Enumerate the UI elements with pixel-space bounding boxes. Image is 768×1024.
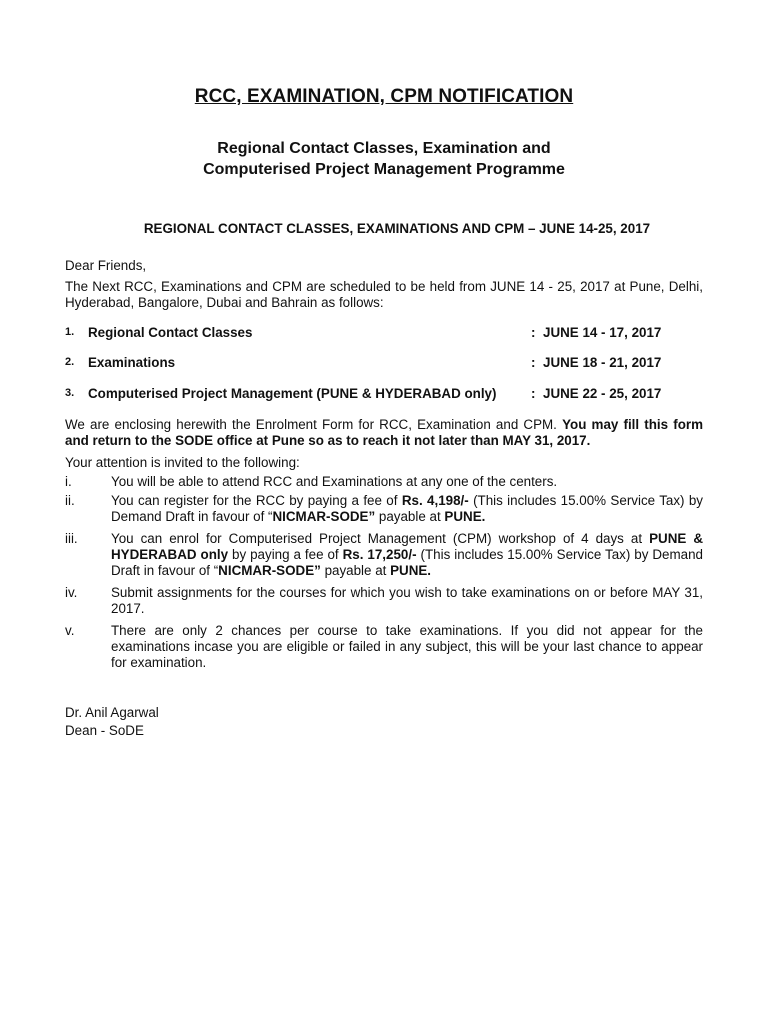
- list-marker: iv.: [65, 585, 78, 600]
- item-text: payable at: [320, 563, 391, 578]
- item-text: Submit assignments for the courses for which you wish to take examinations on or before MAY 31, 2017.: [111, 585, 703, 616]
- subtitle-line-1: Regional Contact Classes, Examination and: [217, 140, 551, 157]
- schedule-label: Examinations: [88, 355, 176, 370]
- item-text: payable at: [375, 509, 445, 524]
- item-text: There are only 2 chances per course to take examinations. If you did not appear for the examinations incase you are eligible or failed in any subject, this will be your last chance to appear for examination.: [111, 623, 703, 670]
- item-text: (This includes 15.00% Service Tax) by Demand Draft in favour of “: [111, 547, 703, 578]
- schedule-label: Regional Contact Classes: [88, 325, 253, 340]
- payee-name: NICMAR-SODE”: [272, 509, 376, 524]
- subtitle: [0, 138, 768, 180]
- item-text: by paying a fee of: [228, 547, 343, 562]
- schedule-number: 3.: [65, 387, 75, 399]
- signature-title: Dean - SoDE: [65, 723, 144, 738]
- payable-city: PUNE.: [390, 563, 432, 578]
- enclosing-paragraph: [65, 417, 703, 449]
- cpm-fee: Rs. 17,250/-: [342, 547, 417, 562]
- schedule-row-examinations: [65, 355, 705, 373]
- schedule-colon: :: [531, 325, 536, 340]
- list-marker: iii.: [65, 531, 78, 546]
- schedule-date: JUNE 14 - 17, 2017: [543, 325, 662, 340]
- list-item-text: [111, 474, 703, 490]
- schedule-number: 1.: [65, 326, 75, 338]
- schedule-date: JUNE 22 - 25, 2017: [543, 386, 662, 401]
- list-item-text: [111, 623, 703, 671]
- subtitle-line-2: Computerised Project Management Programme: [203, 161, 565, 178]
- item-text: You will be able to attend RCC and Examinations at any one of the centers.: [111, 474, 558, 489]
- list-item-text: [111, 531, 703, 579]
- list-item-text: [111, 585, 703, 617]
- schedule-number: 2.: [65, 356, 75, 368]
- schedule-row-rcc: [65, 325, 705, 343]
- payable-city: PUNE.: [444, 509, 486, 524]
- list-marker: i.: [65, 474, 72, 489]
- schedule-row-cpm: [65, 386, 705, 404]
- signature-name: Dr. Anil Agarwal: [65, 705, 159, 720]
- item-text: (This includes 15.00% Service Tax) by Demand Draft in favour of “: [111, 493, 703, 524]
- schedule-colon: :: [531, 386, 536, 401]
- attention-line: Your attention is invited to the following:: [65, 455, 300, 470]
- list-item-text: [111, 493, 703, 525]
- intro-paragraph: The Next RCC, Examinations and CPM are scheduled to be held from JUNE 14 - 25, 2017 at Pune, Delhi, Hyderabad, Bangalore, Dubai and Bahrain as follows:: [65, 279, 703, 310]
- section-heading: REGIONAL CONTACT CLASSES, EXAMINATIONS AND CPM – JUNE 14-25, 2017: [143, 221, 651, 236]
- schedule-colon: :: [531, 355, 536, 370]
- rcc-fee: Rs. 4,198/-: [401, 493, 469, 508]
- cpm-locations: PUNE & HYDERABAD only: [111, 531, 703, 562]
- payee-name: NICMAR-SODE”: [218, 563, 321, 578]
- item-text: You can register for the RCC by paying a fee of: [111, 493, 402, 508]
- schedule-label: Computerised Project Management (PUNE & HYDERABAD only): [88, 386, 497, 401]
- schedule-date: JUNE 18 - 21, 2017: [543, 355, 662, 370]
- list-marker: v.: [65, 623, 75, 638]
- item-text: You can enrol for Computerised Project Management (CPM) workshop of 4 days at: [111, 531, 650, 546]
- list-marker: ii.: [65, 493, 75, 508]
- page-title: RCC, EXAMINATION, CPM NOTIFICATION: [194, 86, 574, 107]
- enclosing-text: We are enclosing herewith the Enrolment Form for RCC, Examination and CPM.: [65, 417, 563, 432]
- enclosing-instruction: You may fill this form and return to the SODE office at Pune so as to reach it not later than MAY 31, 2017.: [65, 417, 704, 448]
- greeting: Dear Friends,: [65, 258, 147, 273]
